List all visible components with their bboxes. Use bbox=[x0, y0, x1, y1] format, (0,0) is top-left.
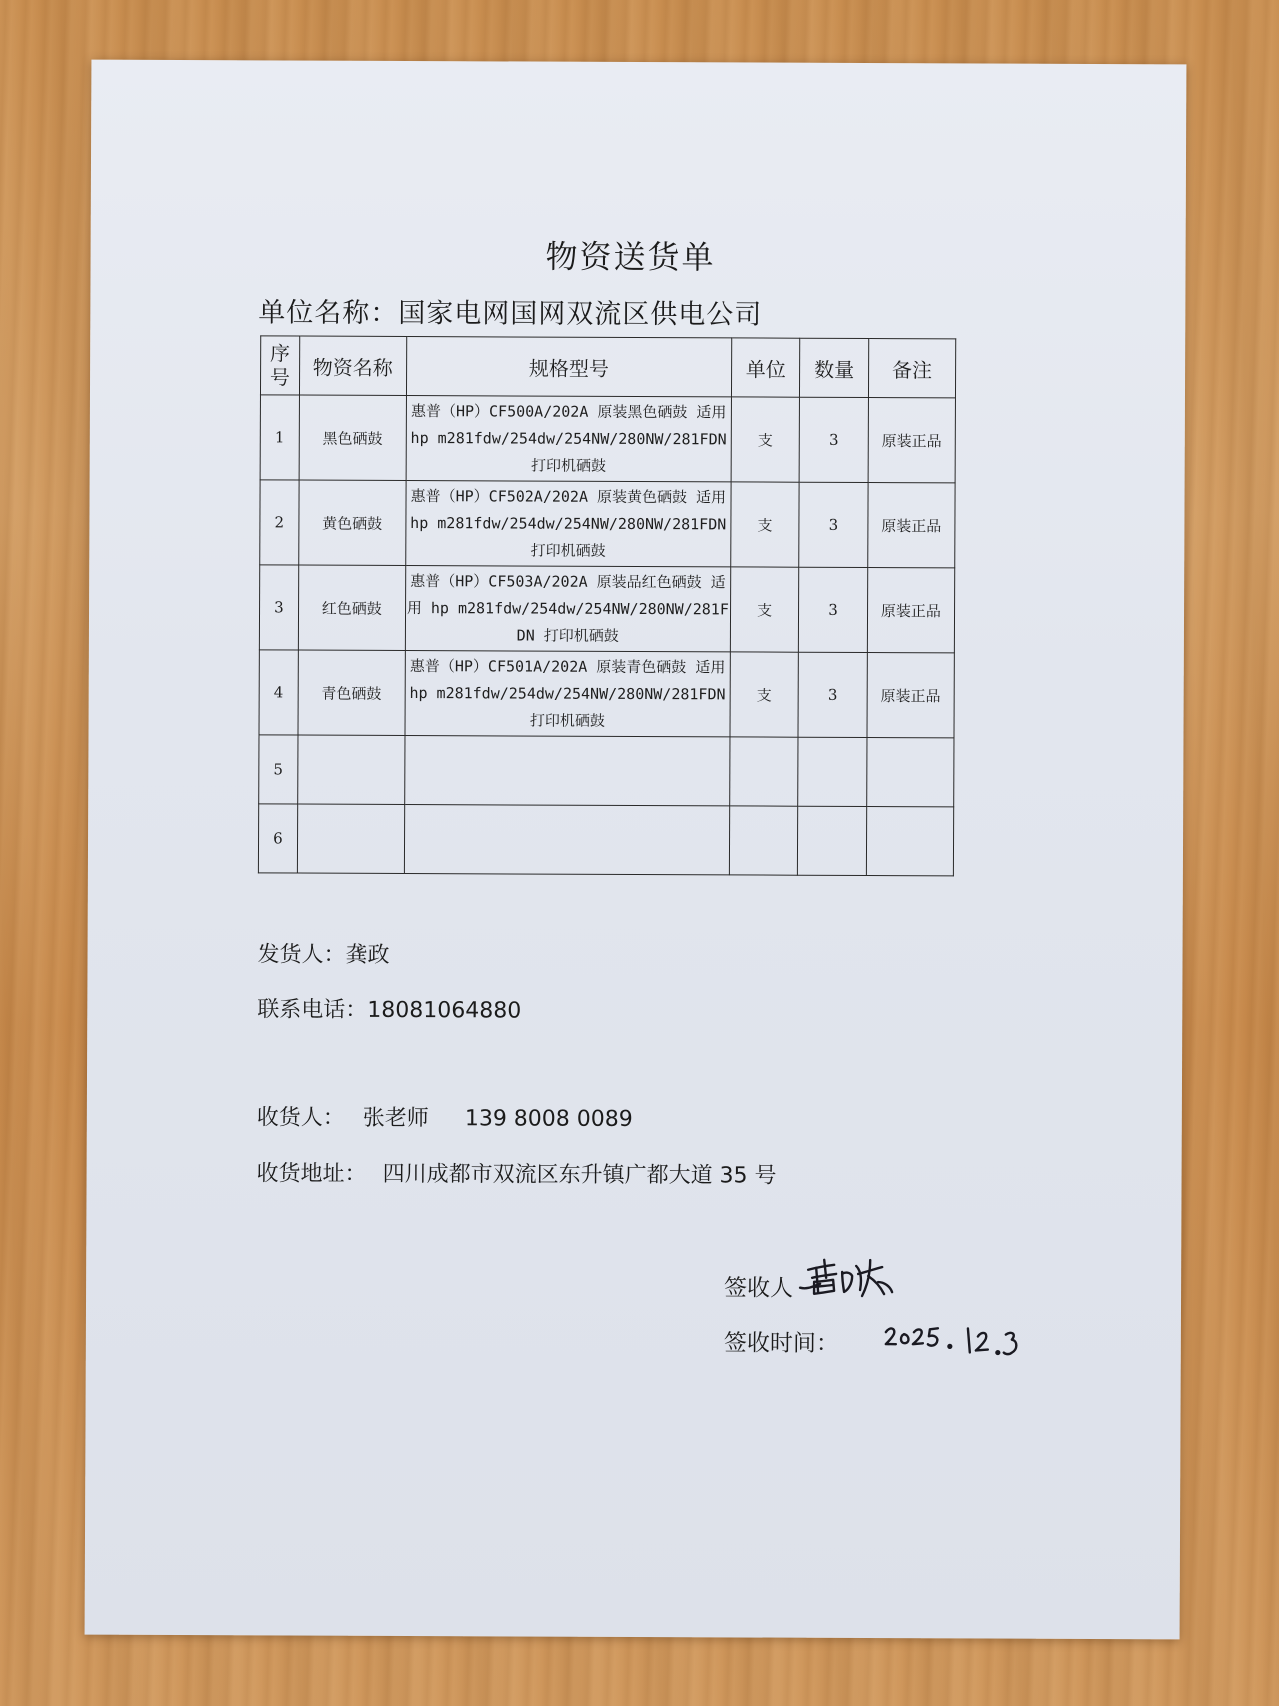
signer-label: 签收人 bbox=[724, 1275, 794, 1302]
shipper-name: 龚政 bbox=[345, 942, 390, 968]
row-note: 原装正品 bbox=[868, 398, 956, 483]
header-spec: 规格型号 bbox=[406, 336, 732, 396]
row-qty bbox=[798, 737, 867, 806]
unit-name-line bbox=[258, 290, 762, 331]
signing-time-line bbox=[724, 1324, 839, 1358]
header-no-line1: 序 bbox=[269, 341, 291, 366]
row-name: 青色硒鼓 bbox=[298, 650, 405, 735]
table-row bbox=[260, 480, 955, 568]
signer-signature bbox=[798, 1256, 918, 1307]
table-row bbox=[259, 735, 954, 807]
signing-time-handwritten bbox=[884, 1316, 1024, 1361]
table-header-row bbox=[260, 336, 955, 398]
row-note bbox=[866, 738, 954, 807]
row-note: 原装正品 bbox=[867, 483, 955, 568]
row-no: 6 bbox=[258, 804, 297, 873]
header-unit: 单位 bbox=[731, 338, 800, 397]
goods-table bbox=[258, 335, 956, 876]
shipper-phone-label: 联系电话： bbox=[257, 997, 368, 1023]
row-name bbox=[297, 735, 404, 804]
row-spec bbox=[404, 804, 730, 874]
receiver-address-line bbox=[257, 1156, 777, 1189]
receiver-name: 张老师 bbox=[362, 1105, 429, 1132]
shipper-phone-line bbox=[257, 992, 521, 1024]
shipper-label: 发货人： bbox=[257, 942, 346, 968]
row-unit: 支 bbox=[730, 567, 799, 652]
row-unit: 支 bbox=[731, 397, 800, 482]
row-note: 原装正品 bbox=[867, 568, 955, 653]
row-unit bbox=[729, 806, 798, 875]
receiver-address: 四川成都市双流区东升镇广都大道 35 号 bbox=[382, 1161, 777, 1189]
receiver-address-label: 收货地址： bbox=[256, 1161, 367, 1187]
row-name: 黑色硒鼓 bbox=[299, 395, 406, 480]
header-qty: 数量 bbox=[800, 338, 869, 397]
row-no: 4 bbox=[259, 650, 298, 735]
document-title: 物资送货单 bbox=[545, 237, 716, 277]
header-no bbox=[260, 336, 299, 395]
header-note: 备注 bbox=[868, 339, 955, 398]
shipper-line bbox=[257, 937, 389, 969]
receiver-line bbox=[257, 1100, 633, 1133]
row-unit bbox=[730, 737, 799, 806]
unit-name-label: 单位名称： bbox=[258, 297, 399, 329]
row-no: 2 bbox=[260, 480, 299, 565]
row-unit: 支 bbox=[730, 652, 799, 737]
table-row bbox=[259, 565, 954, 653]
row-spec: 惠普（HP）CF500A/202A 原装黑色硒鼓 适用 hp m281fdw/254dw/254NW/280NW/281FDN 打印机硒鼓 bbox=[406, 395, 732, 481]
unit-name-value: 国家电网国网双流区供电公司 bbox=[398, 297, 763, 331]
table-row bbox=[259, 650, 954, 738]
signer-line bbox=[724, 1269, 793, 1302]
table-row bbox=[258, 804, 953, 876]
row-qty bbox=[798, 806, 867, 875]
row-spec bbox=[404, 735, 730, 805]
row-spec: 惠普（HP）CF503A/202A 原装品红色硒鼓 适用 hp m281fdw/254dw/254NW/280NW/281FDN 打印机硒鼓 bbox=[405, 565, 731, 651]
table-row bbox=[260, 395, 955, 483]
header-no-line2: 号 bbox=[269, 365, 290, 390]
row-qty: 3 bbox=[799, 482, 868, 567]
shipper-phone: 18081064880 bbox=[367, 997, 522, 1024]
row-qty: 3 bbox=[799, 567, 868, 652]
row-name bbox=[297, 804, 404, 873]
receiver-label: 收货人： bbox=[256, 1105, 345, 1131]
receiver-phone: 139 8008 0089 bbox=[464, 1106, 633, 1132]
header-name: 物资名称 bbox=[299, 336, 406, 395]
row-name: 红色硒鼓 bbox=[298, 565, 405, 650]
row-note bbox=[866, 807, 954, 876]
row-unit: 支 bbox=[731, 482, 800, 567]
row-no: 5 bbox=[259, 735, 298, 804]
delivery-note-paper bbox=[85, 60, 1187, 1640]
row-no: 1 bbox=[260, 395, 299, 480]
row-note: 原装正品 bbox=[867, 653, 955, 738]
row-no: 3 bbox=[259, 565, 298, 650]
row-spec: 惠普（HP）CF502A/202A 原装黄色硒鼓 适用 hp m281fdw/254dw/254NW/280NW/281FDN 打印机硒鼓 bbox=[405, 480, 731, 566]
row-spec: 惠普（HP）CF501A/202A 原装青色硒鼓 适用 hp m281fdw/254dw/254NW/280NW/281FDN 打印机硒鼓 bbox=[405, 650, 731, 736]
row-qty: 3 bbox=[799, 397, 868, 482]
signing-time-label: 签收时间： bbox=[723, 1330, 839, 1357]
row-name: 黄色硒鼓 bbox=[299, 480, 406, 565]
row-qty: 3 bbox=[798, 652, 867, 737]
